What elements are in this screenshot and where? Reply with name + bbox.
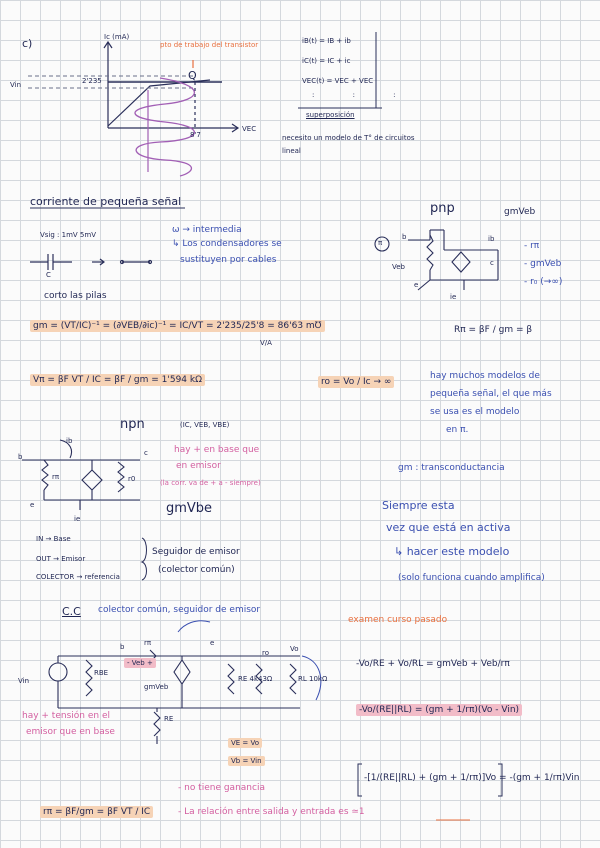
- cc-pink-note-2: emisor que en base: [26, 727, 115, 737]
- omega-note: ω → intermedia: [172, 225, 242, 235]
- cc-rbe: RBE: [94, 669, 109, 677]
- npn-ib: ib: [66, 437, 73, 445]
- pnp-node-c: c: [490, 259, 494, 267]
- pnp-veb: Veb: [392, 263, 405, 271]
- eq-vec: VEC(t) = VEC + VEC: [302, 77, 374, 85]
- capacitor-symbol: [30, 254, 152, 270]
- pnp-pi-mark: π: [378, 239, 383, 247]
- cc-gmveb: gmVeb: [144, 683, 169, 691]
- cc-vb-eq: [228, 758, 265, 765]
- npn-title: npn: [120, 417, 145, 432]
- models-note-2: pequeña señal, el que más: [430, 389, 552, 399]
- small-signal-title: corriente de pequeña señal: [30, 195, 182, 208]
- linear-model-note: necesito un modelo de T° de circuitos lineal: [282, 134, 415, 155]
- npn-collector-ref: COLECTOR → referencia: [36, 573, 120, 581]
- always-note-3: ↳ hacer este modelo: [394, 545, 510, 558]
- cc-vo: Vo: [290, 645, 299, 653]
- cc-re: RE: [164, 715, 174, 723]
- cc-arrows: [178, 621, 321, 700]
- pnp-node-b: b: [402, 233, 407, 241]
- operating-point-note: pto de trabajo del transistor: [160, 41, 259, 49]
- models-note-4: en π.: [446, 425, 469, 435]
- cc-re-val: RE 4k43Ω: [238, 675, 273, 683]
- cc-ro: ro: [262, 649, 270, 657]
- vec-value: 8'7: [190, 131, 201, 139]
- vec-axis-label: VEC: [242, 125, 257, 133]
- cc-kcl-2-text: -Vo/(RE||RL) = (gm + 1/rπ)(Vo - Vin): [356, 704, 522, 716]
- ic-vec-axes: [104, 42, 238, 132]
- q-point: Q: [188, 69, 197, 82]
- always-note-2: vez que está en activa: [386, 521, 511, 534]
- npn-node-c: c: [144, 449, 148, 457]
- signal-wave: [135, 78, 194, 176]
- cc-vin: Vin: [18, 677, 30, 685]
- capacitors-note-1: ↳ Los condensadores se: [172, 239, 282, 249]
- npn-circuit: [22, 437, 140, 510]
- cc-rpi-final-text: rπ = βF/gm = βF VT / IC: [40, 806, 153, 818]
- superposition-label: superposición: [306, 111, 355, 119]
- cc-kcl-1: -Vo/RE + Vo/RL = gmVeb + Veb/rπ: [356, 659, 510, 669]
- eq-dots: : : :: [312, 91, 414, 99]
- pnp-circuit: [375, 230, 498, 290]
- rpi-equation: [30, 376, 205, 385]
- short-sources-note: corto las pilas: [44, 291, 107, 301]
- cc-kcl-2: [356, 706, 522, 715]
- ic-axis-label: Ic (mA): [104, 33, 130, 41]
- cc-rl-val: RL 10kΩ: [298, 675, 328, 683]
- pnp-list-1: - rπ: [524, 241, 540, 251]
- vin-label: Vin: [10, 81, 22, 89]
- pnp-ro-eq-text: ro = Vo / Ic → ∞: [318, 376, 394, 388]
- pnp-title: pnp: [430, 201, 455, 216]
- cc-ve-eq-text: VE = Vo: [228, 738, 262, 748]
- cc-title: C.C: [62, 605, 81, 618]
- vsig-label: Vsig : 1mV 5mV: [40, 231, 96, 239]
- gm-unit: V/A: [260, 339, 272, 347]
- models-note-1: hay muchos modelos de: [430, 371, 540, 381]
- gm-definition: gm : transconductancia: [398, 463, 505, 473]
- follower-label-2: (colector común): [158, 565, 235, 575]
- npn-ie: ie: [74, 515, 81, 523]
- cc-node-b: b: [120, 643, 125, 651]
- cc-ve-eq: [228, 740, 262, 747]
- pnp-ie: ie: [450, 293, 457, 301]
- npn-r0: r0: [128, 475, 136, 483]
- cc-rpi-final: [40, 808, 153, 817]
- eq-ib: iB(t) = IB + ib: [302, 37, 351, 45]
- eq-ic: iC(t) = IC + ic: [302, 57, 351, 65]
- section-label: c): [22, 37, 33, 50]
- pnp-node-e: e: [414, 281, 419, 289]
- pnp-rpi-eq: Rπ = βF / gm = β: [454, 325, 533, 335]
- cc-node-e: e: [210, 639, 215, 647]
- npn-pink-note-2: en emisor: [176, 461, 221, 471]
- no-gain-note: - no tiene ganancia: [178, 783, 265, 793]
- npn-node-b: b: [18, 453, 23, 461]
- always-note-4: (solo funciona cuando amplifica): [398, 573, 545, 583]
- rpi-equation-text: Vπ = βF VT / IC = βF / gm = 1'594 kΩ: [30, 374, 205, 386]
- models-note-3: se usa es el modelo: [430, 407, 520, 417]
- cc-subtitle: colector común, seguidor de emisor: [98, 605, 261, 615]
- ratio-note: - La relación entre salida y entrada es ≃1: [178, 807, 365, 817]
- follower-brace: [142, 538, 147, 580]
- pnp-ib: ib: [488, 235, 495, 243]
- npn-vars: (IC, VEB, VBE): [180, 421, 230, 429]
- pnp-list-3: - r₀ (→∞): [524, 277, 563, 287]
- cc-vb-eq-text: Vb = Vin: [228, 756, 265, 766]
- npn-in-base: IN → Base: [36, 535, 71, 543]
- npn-pink-note-1: hay + en base que: [174, 445, 260, 455]
- gm-equation: [30, 322, 325, 331]
- npn-gm-label: gmVbe: [166, 501, 213, 516]
- cc-rpi: rπ: [144, 639, 152, 647]
- npn-node-e: e: [30, 501, 35, 509]
- follower-label-1: Seguidor de emisor: [152, 547, 240, 557]
- pnp-list-2: - gmVeb: [524, 259, 562, 269]
- pnp-gm-label: gmVeb: [504, 207, 536, 217]
- cc-veb-text: - Veb +: [124, 658, 156, 668]
- npn-current-note: (la corr. va de + a - siempre): [160, 479, 261, 487]
- ic-value: 2'235: [82, 77, 102, 85]
- cap-label: C: [46, 271, 51, 279]
- gm-equation-text: gm = (VT/IC)⁻¹ = (∂VEB/∂ic)⁻¹ = IC/VT = 2'235/25'8 = 86'63 m℧: [30, 320, 325, 332]
- always-note-1: Siempre esta: [382, 499, 455, 512]
- npn-rpi: rπ: [52, 473, 60, 481]
- exam-note: examen curso pasado: [348, 615, 448, 625]
- capacitors-note-2: sustituyen por cables: [180, 255, 277, 265]
- cc-veb: [124, 660, 156, 667]
- cc-final-eq: -[1/(RE||RL) + (gm + 1/rπ)]Vo = -(gm + 1/rπ)Vin: [364, 773, 580, 783]
- pnp-ro-eq: [318, 378, 394, 387]
- cc-pink-note-1: hay + tensión en el: [22, 711, 110, 721]
- npn-out-emitter: OUT → Emisor: [36, 555, 86, 563]
